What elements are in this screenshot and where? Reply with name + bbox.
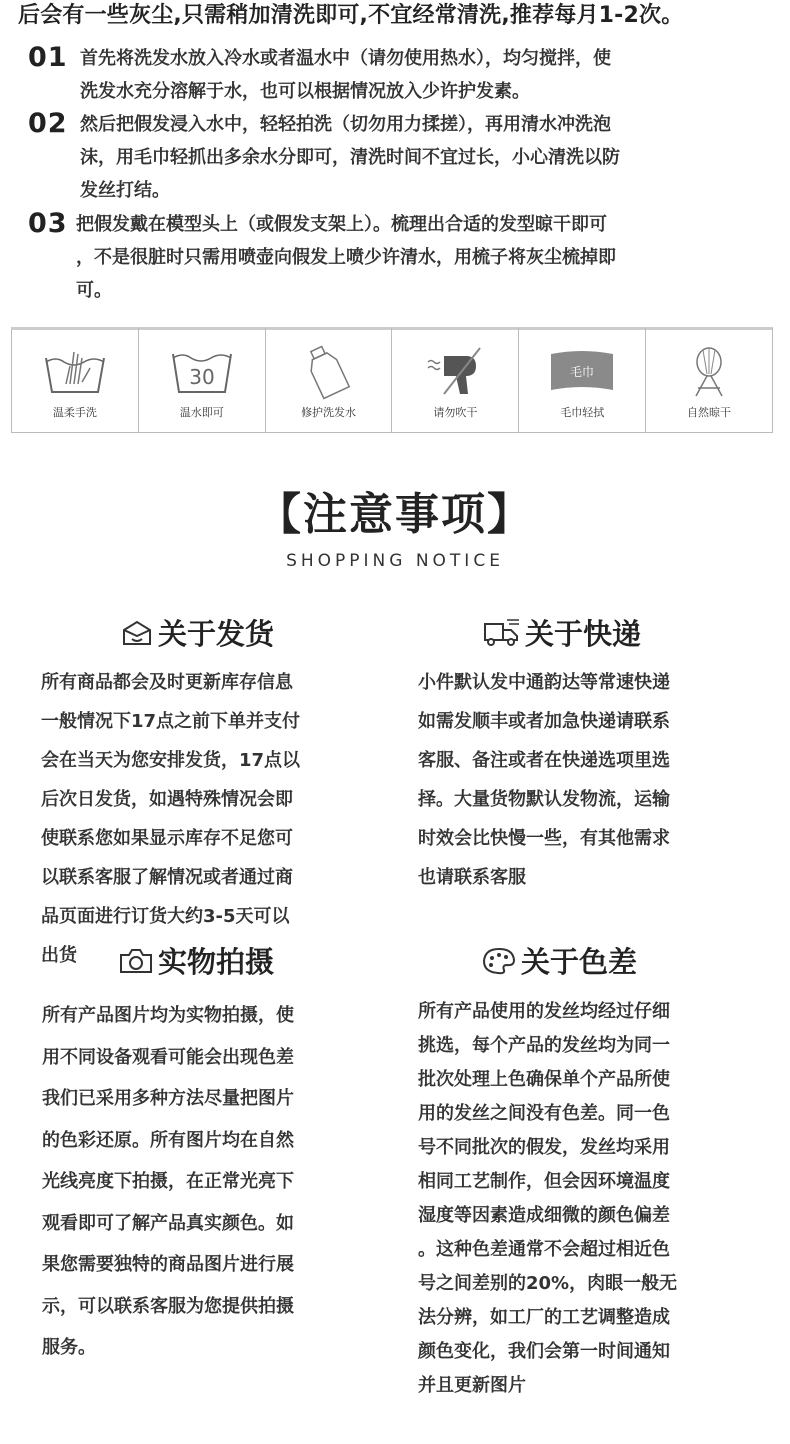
body-line: 时效会比快慢一些，有其他需求 [418,828,670,849]
body-line: 我们已采用多种方法尽量把图片 [42,1088,294,1109]
step-line: 然后把假发浸入水中，轻轻拍洗（切勿用力揉搓），再用清水冲洗泡 [80,114,611,135]
body-line: 用的发丝之间没有色差。同一色 [418,1103,670,1124]
body-line: 示，可以联系客服为您提供拍摄 [42,1295,294,1317]
body-line: 小件默认发中通韵达等常速快递 [418,672,670,693]
body-line: 光线亮度下拍摄，在正常光亮下 [42,1171,294,1192]
body-line: 客服、备注或者在快递选项里选 [418,750,670,771]
care-item-no-dryer [392,328,519,432]
section-title: 关于快递 [525,617,642,651]
step-line: 沫，用毛巾轻抓出多余水分即可，清洗时间不宜过长，小心清洗以防 [80,147,620,168]
section-body-shipping [41,663,300,975]
body-line: 一般情况下17点之前下单并支付 [41,711,301,732]
body-line: 所有商品都会及时更新库存信息 [41,672,293,693]
step-line: 可。 [76,280,112,301]
step-number: 02 [28,108,68,139]
body-line: 后次日发货，如遇特殊情况会即 [41,789,293,810]
delivery-truck-icon [481,618,521,648]
body-line: 服务。 [42,1337,96,1358]
care-icon-strip [11,327,773,433]
body-line: 号之间差别的20%，肉眼一般无 [418,1273,678,1294]
body-line: 号不同批次的假发，发丝均采用 [418,1137,670,1158]
step-text [76,208,756,307]
body-line: 批次处理上色确保单个产品所使 [418,1069,670,1090]
step-line: 发丝打结。 [80,180,170,201]
section-title: 关于发货 [158,617,275,651]
section-heading-shipping [120,612,274,653]
care-item-towel [519,328,646,432]
section-body-express [418,663,670,897]
step-number: 01 [28,42,68,73]
towel-icon [547,344,617,400]
section-title: 实物拍摄 [158,945,275,979]
package-icon [120,618,154,648]
body-line: 果您需要独特的商品图片进行展 [42,1254,294,1275]
care-label: 修护洗发水 [301,406,357,419]
care-intro-text: 后会有一些灰尘,只需稍加清洗即可,不宜经常清洗,推荐每月1-2次。 [18,3,684,28]
care-label: 请勿吹干 [433,406,478,419]
care-badge-text: 30 [189,365,215,389]
body-line: 湿度等因素造成细微的颜色偏差 [418,1205,670,1226]
palette-icon [481,946,517,976]
body-line: 的色彩还原。所有图片均在自然 [42,1129,294,1151]
section-heading-photo [118,940,274,981]
section-heading-express [481,612,641,653]
air-dry-icon [674,344,744,400]
care-item-shampoo [266,328,393,432]
body-line: 以联系客服了解情况或者通过商 [41,867,293,888]
hand-wash-icon [40,344,110,400]
care-label: 温水即可 [179,406,224,419]
body-line: 所有产品图片均为实物拍摄，使 [42,1005,294,1026]
step-line: ，不是很脏时只需用喷壶向假发上喷少许清水，用梳子将灰尘梳掉即 [76,247,616,268]
step-number: 03 [28,208,68,239]
body-line: 颜色变化，我们会第一时间通知 [418,1341,670,1362]
care-badge-text: 毛巾 [570,365,595,379]
care-label: 自然晾干 [687,406,732,419]
no-hair-dryer-icon [420,344,490,400]
body-line: 所有产品使用的发丝均经过仔细 [418,1001,670,1022]
section-heading-color [481,940,637,981]
care-item-warm-water [139,328,266,432]
body-line: 也请联系客服 [418,867,526,888]
body-line: 用不同设备观看可能会出现色差 [42,1046,294,1068]
wash-30-icon [167,344,237,400]
body-line: 会在当天为您安排发货，17点以 [41,750,301,771]
body-line: 择。大量货物默认发物流，运输 [418,789,670,810]
notice-subtitle: SHOPPING NOTICE [286,551,504,571]
body-line: 并且更新图片 [418,1375,526,1396]
step-line: 把假发戴在模型头上（或假发支架上）。梳理出合适的发型晾干即可 [76,214,607,235]
shampoo-bottle-icon [294,344,364,400]
body-line: 相同工艺制作，但会因环境温度 [418,1171,670,1192]
body-line: 观看即可了解产品真实颜色。如 [42,1212,294,1234]
section-body-color [418,995,677,1403]
body-line: 出货 [41,945,77,966]
body-line: 法分辨，如工厂的工艺调整造成 [418,1307,670,1328]
body-line: 。这种色差通常不会超过相近色 [418,1239,670,1260]
body-line: 品页面进行订货大约3-5天可以 [41,906,290,927]
camera-icon [118,946,154,976]
notice-title: 【注意事项】 [257,489,533,540]
body-line: 挑选，每个产品的发丝均为同一 [418,1035,670,1056]
step-text [80,108,760,207]
step-line: 首先将洗发水放入冷水或者温水中（请勿使用热水），均匀搅拌，使 [80,48,611,69]
section-title: 关于色差 [521,945,638,979]
care-label: 温柔手洗 [52,406,97,419]
body-line: 如需发顺丰或者加急快递请联系 [418,711,670,732]
step-line: 洗发水充分溶解于水，也可以根据情况放入少许护发素。 [80,81,530,102]
care-label: 毛巾轻拭 [560,406,605,419]
step-text [80,42,760,108]
body-line: 使联系您如果显示库存不足您可 [41,828,293,849]
section-body-photo [42,995,294,1369]
care-item-air-dry [646,328,773,432]
care-item-hand-wash [12,328,139,432]
